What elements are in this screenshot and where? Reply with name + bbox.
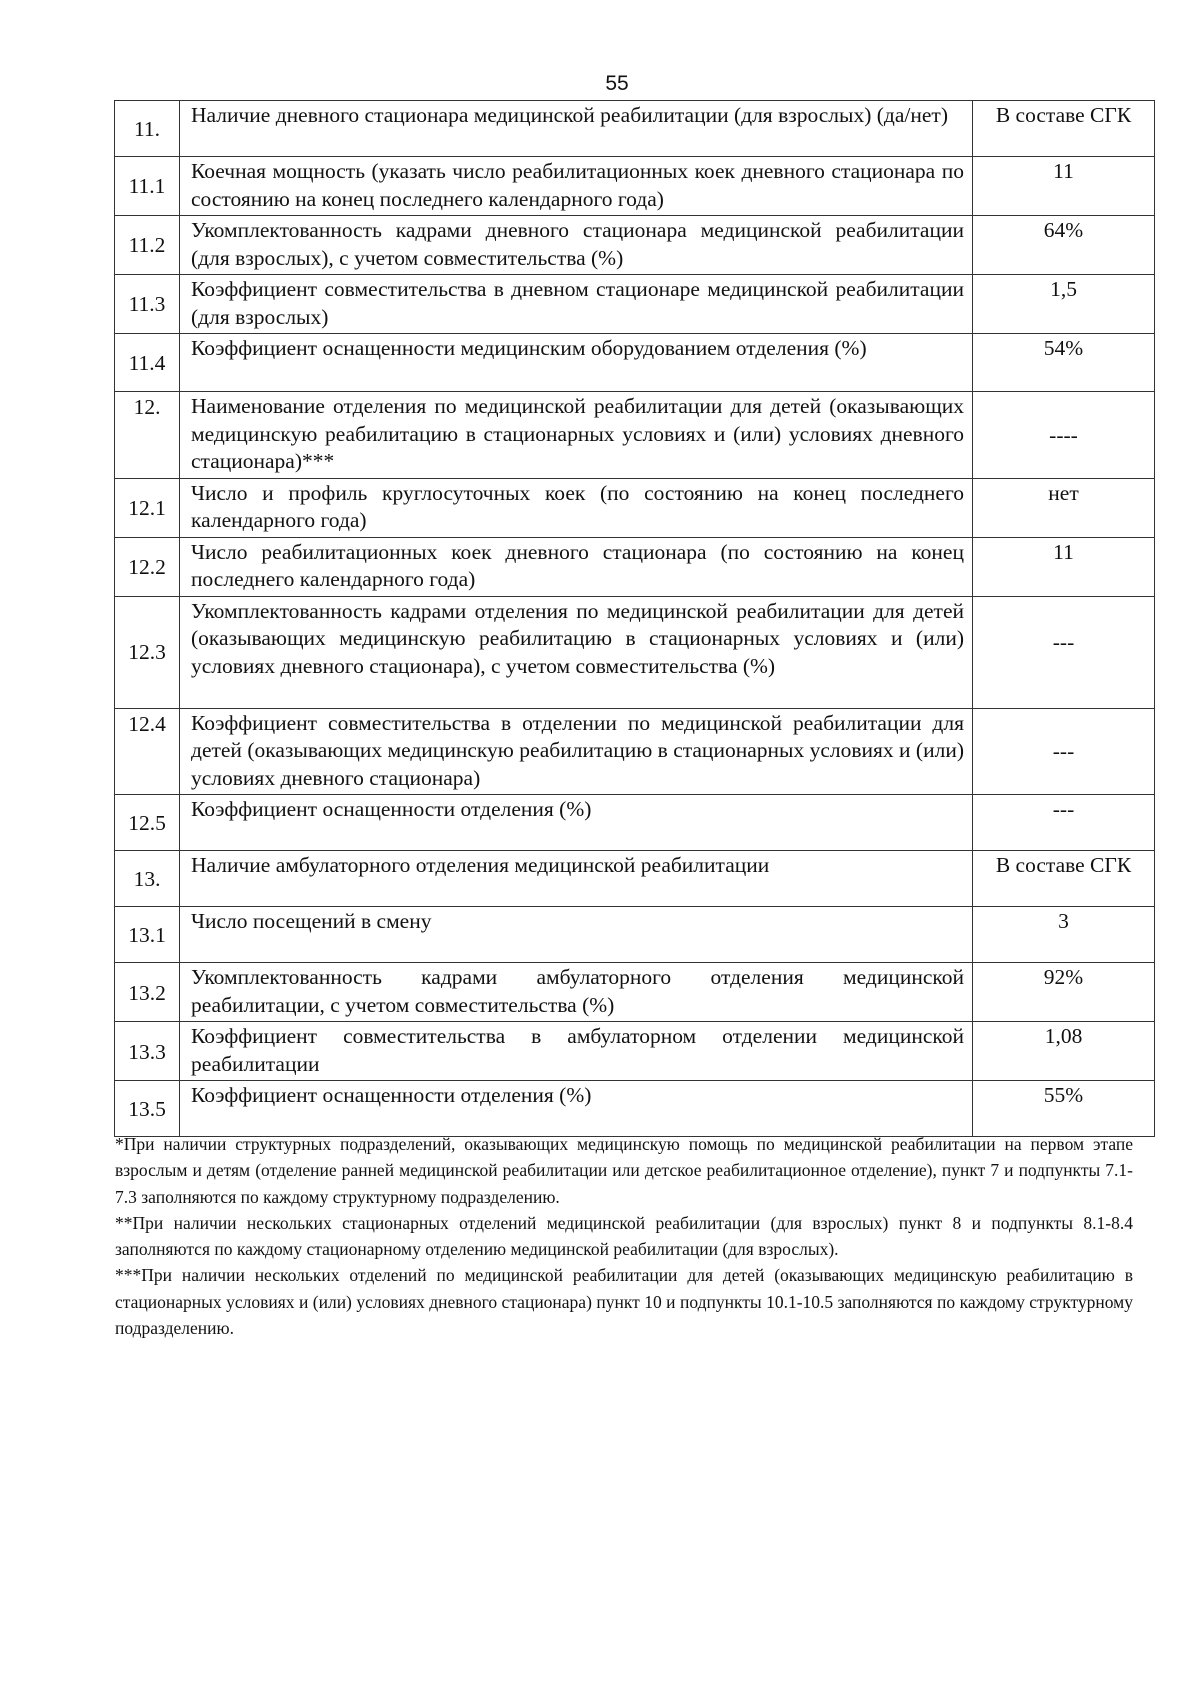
row-number: 13.3 [115,1022,180,1081]
row-number: 13.2 [115,963,180,1022]
row-description: Коэффициент совместительства в отделении по медицинской реабилитации для детей (оказывающих медицинскую реабилитацию в стационарных условиях и (или) условиях дневного стационара) [180,708,973,795]
row-description: Укомплектованность кадрами отделения по медицинской реабилитации для детей (оказывающих медицинскую реабилитацию в стационарных условиях и (или) условиях дневного стационара), с учетом совместительства (%) [180,596,973,708]
row-description: Коэффициент оснащенности отделения (%) [180,795,973,851]
row-value: 11 [973,157,1155,216]
row-value: 92% [973,963,1155,1022]
row-description: Наличие дневного стационара медицинской реабилитации (для взрослых) (да/нет) [180,101,973,157]
row-description: Наличие амбулаторного отделения медицинской реабилитации [180,851,973,907]
row-description: Число реабилитационных коек дневного стационара (по состоянию на конец последнего календарного года) [180,537,973,596]
footnote-1: *При наличии структурных подразделений, оказывающих медицинскую помощь по медицинской реабилитации на первом этапе взрослым и детям (отделение ранней медицинской реабилитации или детское реабилитационное отделение), пункт 7 и подпункты 7.1-7.3 заполняются по каждому структурному подразделению. [115,1134,1133,1207]
row-value: --- [973,795,1155,851]
table-row [115,275,1155,334]
row-number: 11.1 [115,157,180,216]
row-value: --- [973,596,1155,708]
row-number: 12.5 [115,795,180,851]
table-row [115,596,1155,708]
page-number: 55 [605,72,629,95]
table-row [115,1081,1155,1137]
row-number: 13. [115,851,180,907]
row-number: 12.4 [115,708,180,795]
table-row [115,708,1155,795]
row-description: Наименование отделения по медицинской реабилитации для детей (оказывающих медицинскую реабилитацию в стационарных условиях и (или) условиях дневного стационара)*** [180,392,973,479]
row-description: Коечная мощность (указать число реабилитационных коек дневного стационара по состоянию на конец последнего календарного года) [180,157,973,216]
footnotes [115,1131,1133,1341]
row-number: 13.5 [115,1081,180,1137]
row-description: Число посещений в смену [180,907,973,963]
row-description: Коэффициент оснащенности медицинским оборудованием отделения (%) [180,334,973,392]
row-number: 11.4 [115,334,180,392]
table-row [115,216,1155,275]
row-value: 11 [973,537,1155,596]
row-description: Число и профиль круглосуточных коек (по состоянию на конец последнего календарного года) [180,478,973,537]
table-row [115,963,1155,1022]
table-row [115,1022,1155,1081]
table-row [115,157,1155,216]
row-number: 13.1 [115,907,180,963]
row-value: нет [973,478,1155,537]
footnote-3: ***При наличии нескольких отделений по медицинской реабилитации для детей (оказывающих медицинскую реабилитацию в стационарных условиях и (или) условиях дневного стационара) пункт 10 и подпункты 10.1-10.5 заполняются по каждому структурному подразделению. [115,1265,1133,1338]
row-value: В составе СГК [973,851,1155,907]
row-number: 11.3 [115,275,180,334]
row-description: Коэффициент совместительства в амбулаторном отделении медицинской реабилитации [180,1022,973,1081]
row-number: 12. [115,392,180,479]
row-value: 54% [973,334,1155,392]
table-row [115,537,1155,596]
row-value: 1,08 [973,1022,1155,1081]
row-value: 3 [973,907,1155,963]
table-row [115,795,1155,851]
table-row [115,101,1155,157]
table-row [115,334,1155,392]
row-description: Укомплектованность кадрами амбулаторного отделения медицинской реабилитации, с учетом совместительства (%) [180,963,973,1022]
table-row [115,392,1155,479]
row-value: В составе СГК [973,101,1155,157]
row-value: --- [973,708,1155,795]
row-value: 64% [973,216,1155,275]
row-number: 12.2 [115,537,180,596]
row-number: 11.2 [115,216,180,275]
row-value: ---- [973,392,1155,479]
row-description: Коэффициент оснащенности отделения (%) [180,1081,973,1137]
row-number: 11. [115,101,180,157]
row-value: 55% [973,1081,1155,1137]
row-description: Коэффициент совместительства в дневном стационаре медицинской реабилитации (для взрослых) [180,275,973,334]
table-row [115,478,1155,537]
table-row [115,907,1155,963]
row-number: 12.1 [115,478,180,537]
row-value: 1,5 [973,275,1155,334]
table-row [115,851,1155,907]
rehabilitation-table [114,100,1155,1137]
row-number: 12.3 [115,596,180,708]
row-description: Укомплектованность кадрами дневного стационара медицинской реабилитации (для взрослых), с учетом совместительства (%) [180,216,973,275]
footnote-2: **При наличии нескольких стационарных отделений медицинской реабилитации (для взрослых) пункт 8 и подпункты 8.1-8.4 заполняются по каждому стационарному отделению медицинской реабилитации (для взрослых). [115,1212,1133,1259]
